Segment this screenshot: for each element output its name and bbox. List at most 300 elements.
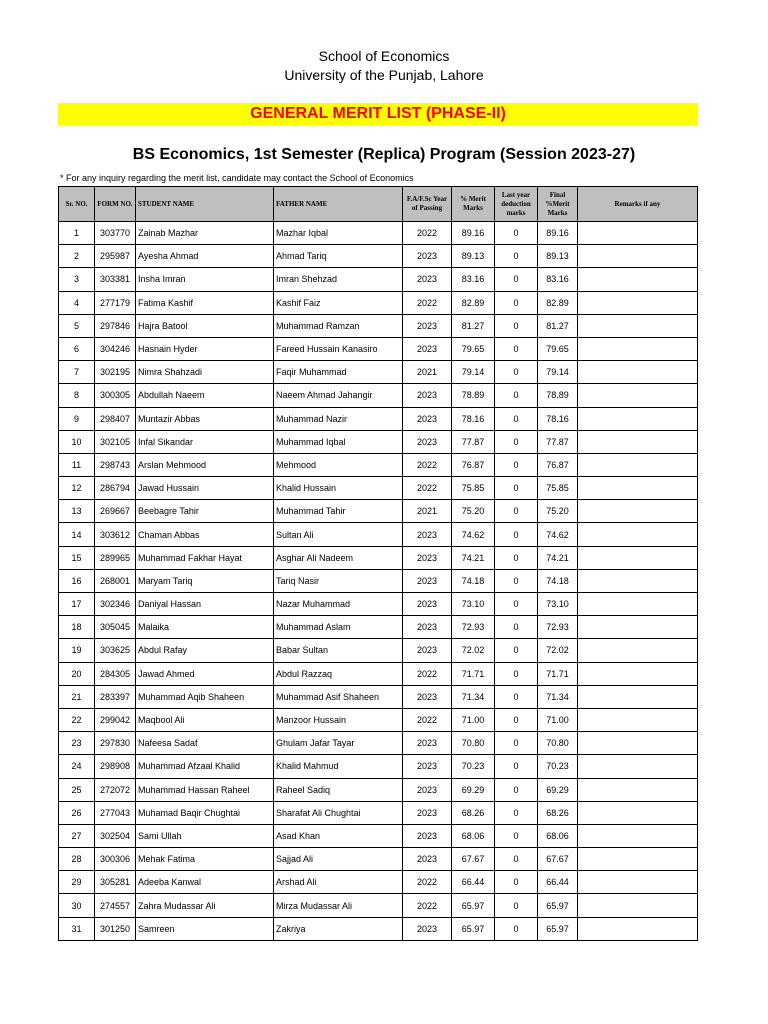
cell-father-name: Zakriya (274, 917, 403, 940)
cell-final-merit: 70.23 (538, 755, 578, 778)
cell-merit-marks: 78.16 (452, 407, 495, 430)
cell-deduction-marks: 0 (495, 801, 538, 824)
cell-father-name: Abdul Razzaq (274, 662, 403, 685)
table-row (59, 477, 698, 500)
cell-remarks (578, 755, 698, 778)
cell-merit-marks: 78.89 (452, 384, 495, 407)
cell-father-name: Naeem Ahmad Jahangir (274, 384, 403, 407)
cell-student-name: Muhammad Aqib Shaheen (136, 685, 274, 708)
cell-student-name: Muntazir Abbas (136, 407, 274, 430)
cell-form-no: 295987 (95, 245, 136, 268)
cell-final-merit: 68.06 (538, 824, 578, 847)
cell-father-name: Mehmood (274, 453, 403, 476)
cell-student-name: Insha Imran (136, 268, 274, 291)
cell-student-name: Abdullah Naeem (136, 384, 274, 407)
cell-remarks (578, 384, 698, 407)
cell-final-merit: 68.26 (538, 801, 578, 824)
cell-student-name: Malaika (136, 616, 274, 639)
cell-sr-no: 27 (59, 824, 95, 847)
cell-merit-marks: 70.80 (452, 732, 495, 755)
cell-merit-marks: 68.26 (452, 801, 495, 824)
table-row (59, 778, 698, 801)
cell-remarks (578, 569, 698, 592)
cell-year-of-passing: 2023 (403, 917, 452, 940)
cell-final-merit: 65.97 (538, 917, 578, 940)
cell-final-merit: 74.21 (538, 546, 578, 569)
cell-merit-marks: 74.18 (452, 569, 495, 592)
cell-deduction-marks: 0 (495, 291, 538, 314)
cell-form-no: 274557 (95, 894, 136, 917)
cell-final-merit: 74.62 (538, 523, 578, 546)
cell-remarks (578, 824, 698, 847)
cell-sr-no: 16 (59, 569, 95, 592)
cell-form-no: 268001 (95, 569, 136, 592)
cell-merit-marks: 73.10 (452, 593, 495, 616)
cell-sr-no: 30 (59, 894, 95, 917)
table-row (59, 569, 698, 592)
cell-sr-no: 20 (59, 662, 95, 685)
cell-sr-no: 29 (59, 871, 95, 894)
cell-form-no: 284305 (95, 662, 136, 685)
cell-deduction-marks: 0 (495, 245, 538, 268)
cell-sr-no: 5 (59, 314, 95, 337)
cell-father-name: Khalid Mahmud (274, 755, 403, 778)
cell-deduction-marks: 0 (495, 894, 538, 917)
cell-deduction-marks: 0 (495, 222, 538, 245)
cell-sr-no: 21 (59, 685, 95, 708)
cell-form-no: 289965 (95, 546, 136, 569)
col-year-of-passing: F.A/F.Sc Year of Passing (403, 187, 452, 222)
cell-father-name: Muhammad Iqbal (274, 430, 403, 453)
cell-father-name: Sharafat Ali Chughtai (274, 801, 403, 824)
merit-list-title: GENERAL MERIT LIST (PHASE-II) (58, 103, 698, 125)
cell-form-no: 303625 (95, 639, 136, 662)
cell-student-name: Zainab Mazhar (136, 222, 274, 245)
cell-father-name: Mazhar Iqbal (274, 222, 403, 245)
cell-final-merit: 75.20 (538, 500, 578, 523)
cell-merit-marks: 74.21 (452, 546, 495, 569)
cell-student-name: Maryam Tariq (136, 569, 274, 592)
col-deduction-marks: Last year deduction marks (495, 187, 538, 222)
cell-sr-no: 11 (59, 453, 95, 476)
cell-deduction-marks: 0 (495, 268, 538, 291)
cell-deduction-marks: 0 (495, 917, 538, 940)
cell-sr-no: 13 (59, 500, 95, 523)
cell-deduction-marks: 0 (495, 848, 538, 871)
cell-final-merit: 89.16 (538, 222, 578, 245)
cell-year-of-passing: 2023 (403, 824, 452, 847)
cell-final-merit: 65.97 (538, 894, 578, 917)
cell-remarks (578, 361, 698, 384)
table-row (59, 430, 698, 453)
cell-final-merit: 75.85 (538, 477, 578, 500)
table-row (59, 500, 698, 523)
cell-deduction-marks: 0 (495, 430, 538, 453)
cell-final-merit: 70.80 (538, 732, 578, 755)
table-row (59, 361, 698, 384)
col-student-name: STUDENT NAME (136, 187, 274, 222)
cell-year-of-passing: 2023 (403, 639, 452, 662)
cell-remarks (578, 848, 698, 871)
cell-father-name: Arshad Ali (274, 871, 403, 894)
cell-student-name: Hajra Batool (136, 314, 274, 337)
table-row (59, 593, 698, 616)
cell-form-no: 277043 (95, 801, 136, 824)
program-title: BS Economics, 1st Semester (Replica) Program (Session 2023-27) (132, 146, 636, 163)
cell-remarks (578, 337, 698, 360)
cell-remarks (578, 917, 698, 940)
cell-form-no: 300306 (95, 848, 136, 871)
table-row (59, 453, 698, 476)
cell-father-name: Muhammad Nazir (274, 407, 403, 430)
cell-remarks (578, 500, 698, 523)
cell-final-merit: 67.67 (538, 848, 578, 871)
cell-year-of-passing: 2023 (403, 268, 452, 291)
cell-deduction-marks: 0 (495, 384, 538, 407)
table-row (59, 546, 698, 569)
cell-merit-marks: 67.67 (452, 848, 495, 871)
cell-merit-marks: 77.87 (452, 430, 495, 453)
cell-form-no: 298407 (95, 407, 136, 430)
cell-sr-no: 31 (59, 917, 95, 940)
cell-final-merit: 71.34 (538, 685, 578, 708)
cell-student-name: Abdul Rafay (136, 639, 274, 662)
cell-year-of-passing: 2023 (403, 616, 452, 639)
cell-student-name: Sami Ullah (136, 824, 274, 847)
table-row (59, 685, 698, 708)
cell-final-merit: 81.27 (538, 314, 578, 337)
table-row (59, 708, 698, 731)
cell-year-of-passing: 2023 (403, 801, 452, 824)
cell-final-merit: 72.02 (538, 639, 578, 662)
cell-merit-marks: 82.89 (452, 291, 495, 314)
cell-father-name: Mirza Mudassar Ali (274, 894, 403, 917)
cell-deduction-marks: 0 (495, 732, 538, 755)
cell-father-name: Kashif Faiz (274, 291, 403, 314)
cell-merit-marks: 89.13 (452, 245, 495, 268)
cell-student-name: Jawad Ahmed (136, 662, 274, 685)
cell-deduction-marks: 0 (495, 523, 538, 546)
cell-year-of-passing: 2023 (403, 569, 452, 592)
cell-form-no: 303612 (95, 523, 136, 546)
cell-remarks (578, 593, 698, 616)
cell-student-name: Zahra Mudassar Ali (136, 894, 274, 917)
cell-form-no: 298908 (95, 755, 136, 778)
cell-father-name: Manzoor Hussain (274, 708, 403, 731)
cell-student-name: Hasnain Hyder (136, 337, 274, 360)
cell-remarks (578, 616, 698, 639)
cell-merit-marks: 89.16 (452, 222, 495, 245)
cell-father-name: Ahmad Tariq (274, 245, 403, 268)
cell-deduction-marks: 0 (495, 477, 538, 500)
cell-student-name: Maqbool Ali (136, 708, 274, 731)
col-final-merit: Final %Merit Marks (538, 187, 578, 222)
col-sr-no: Sr. NO. (59, 187, 95, 222)
cell-final-merit: 79.65 (538, 337, 578, 360)
cell-father-name: Babar Sultan (274, 639, 403, 662)
cell-year-of-passing: 2023 (403, 593, 452, 616)
cell-year-of-passing: 2022 (403, 453, 452, 476)
cell-year-of-passing: 2023 (403, 384, 452, 407)
cell-remarks (578, 639, 698, 662)
cell-father-name: Ghulam Jafar Tayar (274, 732, 403, 755)
cell-merit-marks: 69.29 (452, 778, 495, 801)
cell-form-no: 302504 (95, 824, 136, 847)
cell-sr-no: 2 (59, 245, 95, 268)
cell-remarks (578, 708, 698, 731)
cell-remarks (578, 523, 698, 546)
cell-father-name: Asad Khan (274, 824, 403, 847)
cell-merit-marks: 65.97 (452, 917, 495, 940)
cell-student-name: Muhamad Baqir Chughtai (136, 801, 274, 824)
cell-form-no: 298743 (95, 453, 136, 476)
cell-year-of-passing: 2022 (403, 222, 452, 245)
cell-merit-marks: 74.62 (452, 523, 495, 546)
cell-student-name: Fatima Kashif (136, 291, 274, 314)
cell-sr-no: 24 (59, 755, 95, 778)
cell-sr-no: 17 (59, 593, 95, 616)
table-body (59, 222, 698, 941)
cell-remarks (578, 732, 698, 755)
cell-student-name: Muhammad Fakhar Hayat (136, 546, 274, 569)
cell-father-name: Sajjad Ali (274, 848, 403, 871)
cell-year-of-passing: 2023 (403, 778, 452, 801)
cell-deduction-marks: 0 (495, 639, 538, 662)
cell-sr-no: 22 (59, 708, 95, 731)
cell-father-name: Muhammad Asif Shaheen (274, 685, 403, 708)
cell-form-no: 286794 (95, 477, 136, 500)
cell-sr-no: 28 (59, 848, 95, 871)
cell-deduction-marks: 0 (495, 546, 538, 569)
cell-deduction-marks: 0 (495, 824, 538, 847)
cell-deduction-marks: 0 (495, 453, 538, 476)
cell-father-name: Faqir Muhammad (274, 361, 403, 384)
cell-deduction-marks: 0 (495, 778, 538, 801)
cell-year-of-passing: 2023 (403, 430, 452, 453)
col-merit-marks: % Merit Marks (452, 187, 495, 222)
cell-final-merit: 73.10 (538, 593, 578, 616)
table-row (59, 222, 698, 245)
cell-remarks (578, 801, 698, 824)
table-row (59, 848, 698, 871)
cell-year-of-passing: 2022 (403, 708, 452, 731)
cell-father-name: Raheel Sadiq (274, 778, 403, 801)
table-row (59, 801, 698, 824)
cell-year-of-passing: 2022 (403, 871, 452, 894)
cell-remarks (578, 268, 698, 291)
cell-year-of-passing: 2022 (403, 291, 452, 314)
cell-form-no: 305045 (95, 616, 136, 639)
table-row (59, 407, 698, 430)
cell-form-no: 299042 (95, 708, 136, 731)
cell-deduction-marks: 0 (495, 407, 538, 430)
cell-merit-marks: 71.34 (452, 685, 495, 708)
cell-student-name: Beebagre Tahir (136, 500, 274, 523)
cell-form-no: 300305 (95, 384, 136, 407)
cell-remarks (578, 871, 698, 894)
cell-final-merit: 82.89 (538, 291, 578, 314)
cell-final-merit: 83.16 (538, 268, 578, 291)
cell-deduction-marks: 0 (495, 569, 538, 592)
table-row (59, 337, 698, 360)
cell-year-of-passing: 2023 (403, 732, 452, 755)
cell-final-merit: 71.71 (538, 662, 578, 685)
cell-remarks (578, 477, 698, 500)
cell-final-merit: 72.93 (538, 616, 578, 639)
cell-merit-marks: 71.00 (452, 708, 495, 731)
cell-sr-no: 12 (59, 477, 95, 500)
cell-student-name: Chaman Abbas (136, 523, 274, 546)
cell-remarks (578, 430, 698, 453)
cell-merit-marks: 76.87 (452, 453, 495, 476)
table-row (59, 662, 698, 685)
cell-student-name: Adeeba Kanwal (136, 871, 274, 894)
cell-remarks (578, 662, 698, 685)
cell-year-of-passing: 2023 (403, 685, 452, 708)
cell-year-of-passing: 2021 (403, 500, 452, 523)
cell-merit-marks: 83.16 (452, 268, 495, 291)
cell-year-of-passing: 2023 (403, 848, 452, 871)
cell-form-no: 272072 (95, 778, 136, 801)
cell-sr-no: 6 (59, 337, 95, 360)
cell-remarks (578, 291, 698, 314)
cell-sr-no: 14 (59, 523, 95, 546)
cell-remarks (578, 894, 698, 917)
cell-merit-marks: 65.97 (452, 894, 495, 917)
cell-father-name: Khalid Hussain (274, 477, 403, 500)
cell-father-name: Muhammad Tahir (274, 500, 403, 523)
table-row (59, 824, 698, 847)
cell-deduction-marks: 0 (495, 662, 538, 685)
cell-sr-no: 25 (59, 778, 95, 801)
cell-deduction-marks: 0 (495, 314, 538, 337)
cell-merit-marks: 72.93 (452, 616, 495, 639)
cell-final-merit: 78.89 (538, 384, 578, 407)
cell-sr-no: 9 (59, 407, 95, 430)
cell-form-no: 269667 (95, 500, 136, 523)
cell-sr-no: 8 (59, 384, 95, 407)
cell-year-of-passing: 2022 (403, 477, 452, 500)
table-row (59, 639, 698, 662)
table-row (59, 871, 698, 894)
cell-student-name: Samreen (136, 917, 274, 940)
cell-final-merit: 76.87 (538, 453, 578, 476)
cell-merit-marks: 75.85 (452, 477, 495, 500)
cell-father-name: Tariq Nasir (274, 569, 403, 592)
cell-remarks (578, 778, 698, 801)
cell-student-name: Nafeesa Sadaf (136, 732, 274, 755)
table-row (59, 314, 698, 337)
cell-deduction-marks: 0 (495, 361, 538, 384)
cell-father-name: Fareed Hussain Kanasiro (274, 337, 403, 360)
col-form-no: FORM NO. (95, 187, 136, 222)
cell-year-of-passing: 2023 (403, 314, 452, 337)
cell-remarks (578, 685, 698, 708)
cell-year-of-passing: 2023 (403, 407, 452, 430)
cell-form-no: 297846 (95, 314, 136, 337)
cell-remarks (578, 546, 698, 569)
cell-deduction-marks: 0 (495, 685, 538, 708)
cell-student-name: Ayesha Ahmad (136, 245, 274, 268)
cell-deduction-marks: 0 (495, 337, 538, 360)
cell-sr-no: 19 (59, 639, 95, 662)
cell-year-of-passing: 2023 (403, 755, 452, 778)
cell-merit-marks: 71.71 (452, 662, 495, 685)
cell-father-name: Sultan Ali (274, 523, 403, 546)
cell-form-no: 302346 (95, 593, 136, 616)
cell-father-name: Muhammad Aslam (274, 616, 403, 639)
cell-student-name: Infal Sikandar (136, 430, 274, 453)
cell-student-name: Daniyal Hassan (136, 593, 274, 616)
cell-sr-no: 23 (59, 732, 95, 755)
cell-merit-marks: 79.65 (452, 337, 495, 360)
cell-final-merit: 77.87 (538, 430, 578, 453)
cell-final-merit: 89.13 (538, 245, 578, 268)
cell-father-name: Imran Shehzad (274, 268, 403, 291)
cell-form-no: 302105 (95, 430, 136, 453)
cell-form-no: 297830 (95, 732, 136, 755)
cell-final-merit: 71.00 (538, 708, 578, 731)
cell-form-no: 303381 (95, 268, 136, 291)
cell-merit-marks: 75.20 (452, 500, 495, 523)
cell-form-no: 303770 (95, 222, 136, 245)
cell-final-merit: 79.14 (538, 361, 578, 384)
merit-table (58, 186, 698, 941)
col-remarks: Remarks if any (578, 187, 698, 222)
cell-merit-marks: 81.27 (452, 314, 495, 337)
table-header (59, 187, 698, 222)
cell-merit-marks: 79.14 (452, 361, 495, 384)
cell-sr-no: 7 (59, 361, 95, 384)
inquiry-note: * For any inquiry regarding the merit list, candidate may contact the School of Economics (60, 173, 414, 183)
cell-deduction-marks: 0 (495, 755, 538, 778)
cell-father-name: Muhammad Ramzan (274, 314, 403, 337)
cell-remarks (578, 407, 698, 430)
table-row (59, 268, 698, 291)
cell-year-of-passing: 2023 (403, 337, 452, 360)
cell-student-name: Arslan Mehmood (136, 453, 274, 476)
cell-final-merit: 66.44 (538, 871, 578, 894)
cell-year-of-passing: 2022 (403, 662, 452, 685)
table-row (59, 523, 698, 546)
table-row (59, 384, 698, 407)
cell-sr-no: 3 (59, 268, 95, 291)
cell-year-of-passing: 2023 (403, 546, 452, 569)
cell-father-name: Nazar Muhammad (274, 593, 403, 616)
cell-form-no: 301250 (95, 917, 136, 940)
cell-year-of-passing: 2021 (403, 361, 452, 384)
cell-form-no: 302195 (95, 361, 136, 384)
cell-year-of-passing: 2023 (403, 523, 452, 546)
cell-merit-marks: 66.44 (452, 871, 495, 894)
table-row (59, 917, 698, 940)
cell-final-merit: 74.18 (538, 569, 578, 592)
cell-deduction-marks: 0 (495, 593, 538, 616)
cell-sr-no: 1 (59, 222, 95, 245)
table-row (59, 245, 698, 268)
cell-final-merit: 69.29 (538, 778, 578, 801)
cell-form-no: 283397 (95, 685, 136, 708)
cell-merit-marks: 70.23 (452, 755, 495, 778)
cell-student-name: Mehak Fatima (136, 848, 274, 871)
cell-deduction-marks: 0 (495, 500, 538, 523)
cell-deduction-marks: 0 (495, 708, 538, 731)
cell-year-of-passing: 2023 (403, 245, 452, 268)
cell-student-name: Nimra Shahzadi (136, 361, 274, 384)
university-name: University of the Punjab, Lahore (284, 67, 484, 83)
cell-form-no: 304246 (95, 337, 136, 360)
table-row (59, 894, 698, 917)
